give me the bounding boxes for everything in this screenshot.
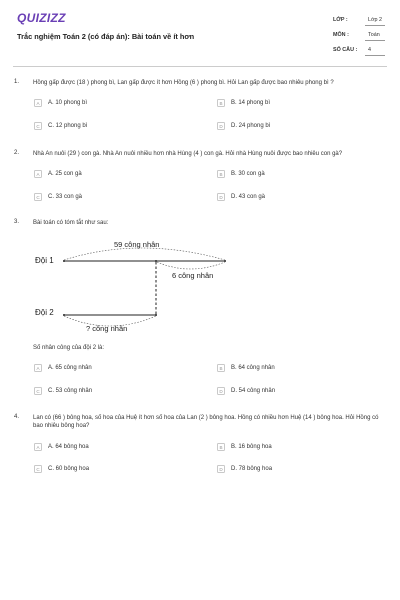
option-text: B. 30 con gà [231, 170, 265, 177]
option-letter-box: D [217, 122, 225, 130]
option-text: B. 16 bông hoa [231, 443, 272, 450]
option-letter-box: C [34, 193, 42, 201]
option-letter-box: D [217, 465, 225, 473]
option-letter-box: C [34, 387, 42, 395]
question-text: Bài toán có tóm tắt như sau: [33, 220, 109, 226]
option-letter-box: B [217, 443, 225, 451]
option-letter-box: B [217, 364, 225, 372]
option-text: A. 64 bông hoa [48, 443, 89, 450]
grade-label: LỚP : [333, 17, 348, 23]
option-text: A. 25 con gà [48, 170, 82, 177]
option-letter-box: B [217, 170, 225, 178]
question-text: Lan có (66 ) bông hoa, số hoa của Huệ ít hơn số hoa của Lan (2 ) bông hoa. Hồng có nhiều hơn Huệ (14 ) bông hoa. Hỏi Hồng có bao nhiêu bông hoa? [33, 415, 379, 430]
option-text: B. 14 phong bì [231, 99, 271, 106]
team2-label: Đội 2 [35, 308, 54, 317]
summary-diagram [30, 238, 250, 338]
subject-value: Toán [368, 32, 380, 38]
option-text: D. 43 con gà [231, 193, 266, 200]
option-letter-box: A [34, 170, 42, 178]
count-label: SỐ CÂU : [333, 47, 358, 53]
option-text: D. 54 công nhân [231, 387, 276, 394]
option-text: C. 12 phong bì [48, 122, 88, 129]
team1-label: Đội 1 [35, 256, 54, 265]
team1-split-dot [155, 260, 157, 262]
option-letter-box: B [217, 99, 225, 107]
option-letter-box: C [34, 465, 42, 473]
option-letter-box: A [34, 364, 42, 372]
unknown-label: ? công nhân [86, 324, 128, 333]
option-letter-box: D [217, 193, 225, 201]
total-brace [64, 248, 225, 260]
question-text: Nhà An nuôi (29 ) con gà. Nhà An nuôi nhiều hơn nhà Hùng (4 ) con gà. Hỏi nhà Hùng nuôi được bao nhiêu con gà? [33, 151, 343, 157]
subject-underline [365, 40, 385, 41]
question-number: 2. [14, 150, 20, 156]
option-letter-box: D [217, 387, 225, 395]
count-underline [365, 55, 385, 56]
total-label: 59 công nhân [114, 240, 160, 249]
option-text: A. 65 công nhân [48, 364, 92, 371]
option-text: A. 10 phong bì [48, 99, 88, 106]
question-subtext: Số nhân công của đội 2 là: [33, 345, 105, 351]
option-text: C. 53 công nhân [48, 387, 93, 394]
question-number: 4. [14, 414, 20, 420]
diff-brace [157, 262, 225, 269]
count-value: 4 [368, 47, 371, 53]
question-text: Hồng gấp được (18 ) phong bì, Lan gấp được ít hơn Hồng (6 ) phong bì. Hỏi Lan gấp được bao nhiêu phong bì ? [33, 80, 334, 86]
team2-end-dot [155, 314, 157, 316]
option-text: D. 78 bông hoa [231, 465, 273, 472]
team1-end-dot [224, 260, 226, 262]
diff-label: 6 công nhân [172, 271, 214, 280]
option-text: B. 64 công nhân [231, 364, 275, 371]
question-number: 1. [14, 79, 20, 85]
option-letter-box: A [34, 99, 42, 107]
quizizz-logo: QUIZIZZ [17, 11, 66, 25]
header-divider [13, 66, 387, 67]
subject-label: MÔN : [333, 32, 349, 38]
option-text: C. 60 bông hoa [48, 465, 90, 472]
option-text: D. 24 phong bì [231, 122, 271, 129]
grade-underline [365, 25, 385, 26]
option-letter-box: A [34, 443, 42, 451]
option-letter-box: C [34, 122, 42, 130]
question-number: 3. [14, 219, 20, 225]
option-text: C. 33 con gà [48, 193, 83, 200]
page-title: Trắc nghiệm Toán 2 (có đáp án): Bài toán về ít hơn [17, 32, 195, 41]
grade-value: Lớp 2 [368, 17, 383, 23]
